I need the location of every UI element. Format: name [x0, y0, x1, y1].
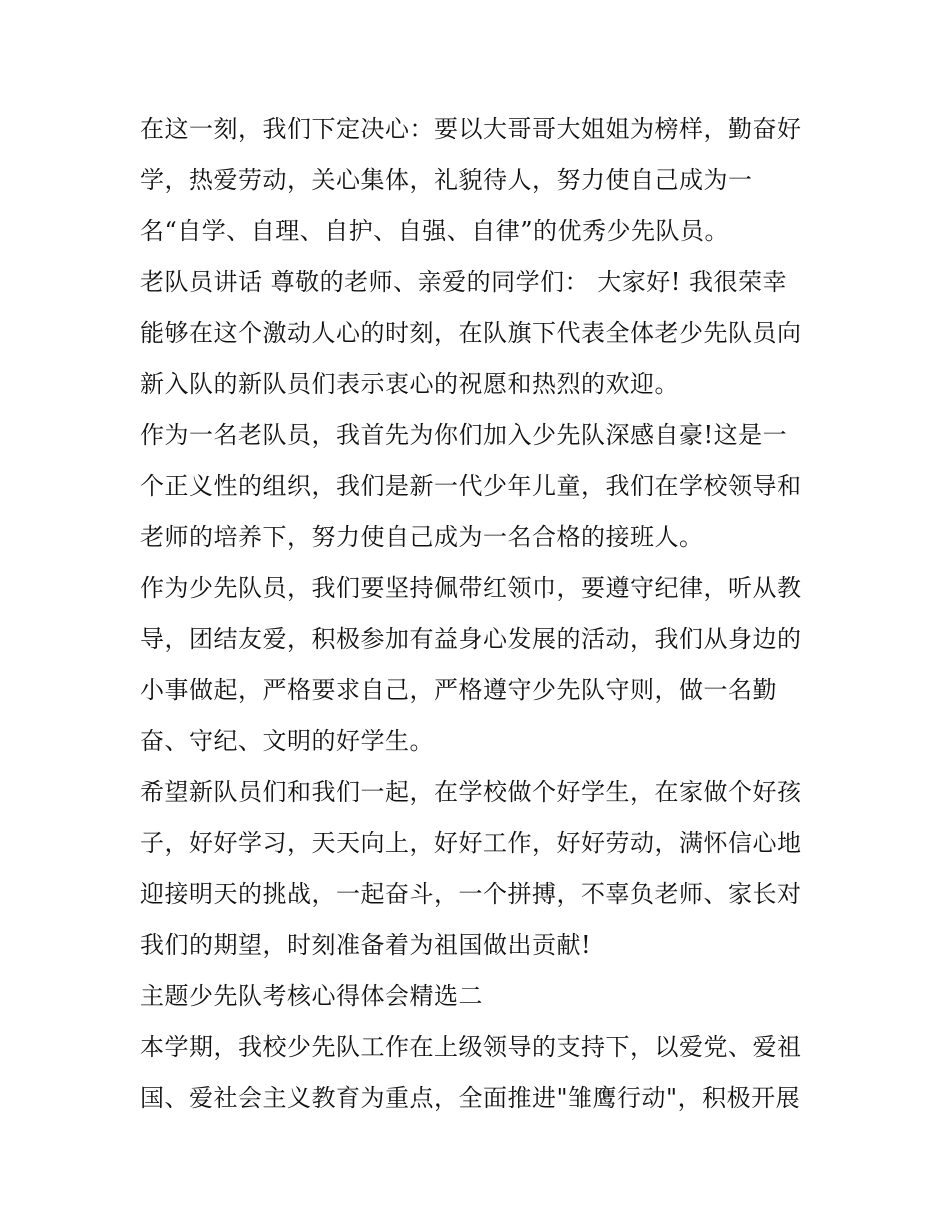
text-line: 老师的培养下，努力使自己成为一名合格的接班人。: [140, 523, 704, 551]
text-line: 本学期，我校少先队工作在上级领导的支持下，以爱党、爱祖: [140, 1033, 802, 1061]
text-line: 导，团结友爱，积极参加有益身心发展的活动，我们从身边的: [140, 625, 802, 653]
section-heading: 主题少先队考核心得体会精选二: [140, 982, 483, 1010]
text-line: 小事做起，严格要求自己，严格遵守少先队守则，做一名勤: [140, 676, 777, 704]
text-line: 子，好好学习，天天向上，好好工作，好好劳动，满怀信心地: [140, 829, 802, 857]
text-line: 奋、守纪、文明的好学生。: [140, 727, 434, 755]
text-line: 作为一名老队员，我首先为你们加入少先队深感自豪!这是一: [140, 421, 788, 449]
text-line: 个正义性的组织，我们是新一代少年儿童，我们在学校领导和: [140, 472, 802, 500]
text-line: 国、爱社会主义教育为重点，全面推进"雏鹰行动"，积极开展: [140, 1084, 801, 1112]
text-line: 我们的期望，时刻准备着为祖国做出贡献!: [140, 931, 592, 959]
text-line: 在这一刻，我们下定决心：要以大哥哥大姐姐为榜样，勤奋好: [140, 115, 802, 143]
text-line: 希望新队员们和我们一起，在学校做个好学生，在家做个好孩: [140, 778, 802, 806]
text-line: 作为少先队员，我们要坚持佩带红领巾，要遵守纪律，听从教: [140, 574, 802, 602]
document-body: [140, 104, 820, 1124]
text-line: 名“自学、自理、自护、自强、自律”的优秀少先队员。: [140, 217, 730, 245]
text-line: 能够在这个激动人心的时刻，在队旗下代表全体老少先队员向: [140, 319, 802, 347]
text-line: 学，热爱劳动，关心集体，礼貌待人，努力使自己成为一: [140, 166, 753, 194]
text-line: 迎接明天的挑战，一起奋斗，一个拼搏，不辜负老师、家长对: [140, 880, 802, 908]
text-line: 老队员讲话 尊敬的老师、亲爱的同学们： 大家好! 我很荣幸: [140, 268, 788, 296]
text-line: 新入队的新队员们表示衷心的祝愿和热烈的欢迎。: [140, 370, 679, 398]
